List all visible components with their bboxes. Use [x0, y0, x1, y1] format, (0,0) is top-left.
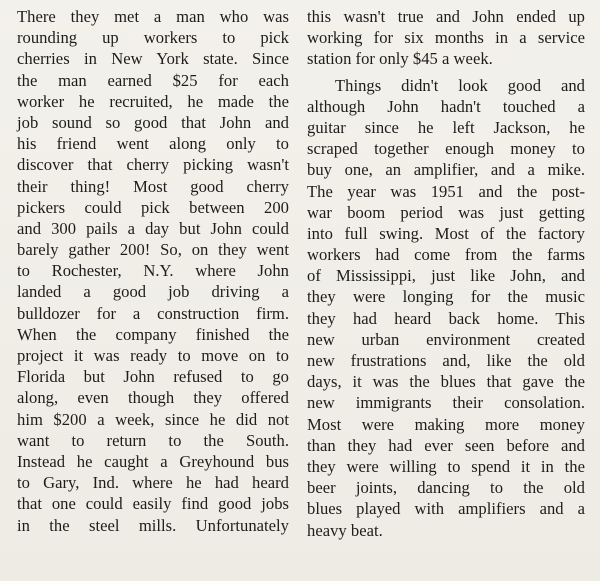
text-line: rounding up workers to pick	[17, 28, 289, 48]
text-line: new urban environment created	[307, 329, 585, 349]
text-line: discover that cherry picking wasn't	[17, 155, 289, 175]
text-line: than they had ever seen before and	[307, 435, 585, 455]
text-line: to Gary, Ind. where he had heard	[17, 473, 289, 493]
text-line: heavy beat.	[307, 520, 383, 540]
text-line: Most were making more money	[307, 414, 585, 434]
text-line: landed a good job driving a	[17, 282, 289, 302]
text-line: although John hadn't touched a	[307, 96, 585, 116]
text-line: barely gather 200! So, on they went	[17, 240, 289, 260]
text-line: Instead he caught a Greyhound bus	[17, 451, 289, 471]
text-line: cherries in New York state. Since	[17, 49, 289, 69]
text-line: job sound so good that John and	[17, 112, 289, 132]
text-line: the man earned $25 for each	[17, 70, 289, 90]
text-line: war boom period was just getting	[307, 202, 585, 222]
text-line: new immigrants their consolation.	[307, 393, 585, 413]
text-line: workers had come from the farms	[307, 245, 585, 265]
text-line: him $200 a week, since he did not	[17, 409, 289, 429]
text-line: Florida but John refused to go	[17, 367, 289, 387]
text-line: buy one, an amplifier, and a mike.	[307, 160, 585, 180]
text-line: his friend went along only to	[17, 134, 289, 154]
text-line: in the steel mills. Unfortunately	[17, 515, 289, 535]
text-line: The year was 1951 and the post-	[307, 181, 585, 201]
left-column	[17, 6, 289, 536]
text-line: blues played with amplifiers and a	[307, 499, 585, 519]
text-line: along, even though they offered	[17, 388, 289, 408]
text-line: working for six months in a service	[307, 28, 585, 48]
text-line: station for only $45 a week.	[307, 49, 493, 69]
text-line: into full swing. Most of the factory	[307, 223, 585, 243]
text-line: they had heard back home. This	[307, 308, 585, 328]
text-line: their thing! Most good cherry	[17, 176, 289, 196]
text-line: guitar since he left Jackson, he	[307, 117, 585, 137]
text-line: project it was ready to move on to	[17, 346, 289, 365]
text-line: pickers could pick between 200	[17, 197, 289, 217]
text-line: they were willing to spend it in the	[307, 456, 585, 476]
text-line: they were longing for the music	[307, 287, 585, 307]
text-line: scraped together enough money to	[307, 139, 585, 159]
text-line: this wasn't true and John ended up	[307, 7, 585, 26]
right-column	[307, 6, 585, 541]
text-line: of Mississippi, just like John, and	[307, 266, 585, 286]
text-line: want to return to the South.	[17, 430, 289, 450]
text-line: Things didn't look good and	[335, 75, 585, 95]
text-line: new frustrations and, like the old	[307, 351, 585, 370]
text-line: bulldozer for a construction firm.	[17, 303, 289, 323]
text-line: days, it was the blues that gave the	[307, 372, 585, 392]
text-line: There they met a man who was	[17, 7, 289, 26]
text-line: to Rochester, N.Y. where John	[17, 261, 289, 281]
text-line: When the company finished the	[17, 324, 289, 344]
text-line: that one could easily find good jobs	[17, 494, 289, 514]
text-line: beer joints, dancing to the old	[307, 478, 585, 498]
text-line: and 300 pails a day but John could	[17, 218, 289, 238]
text-line: worker he recruited, he made the	[17, 91, 289, 111]
